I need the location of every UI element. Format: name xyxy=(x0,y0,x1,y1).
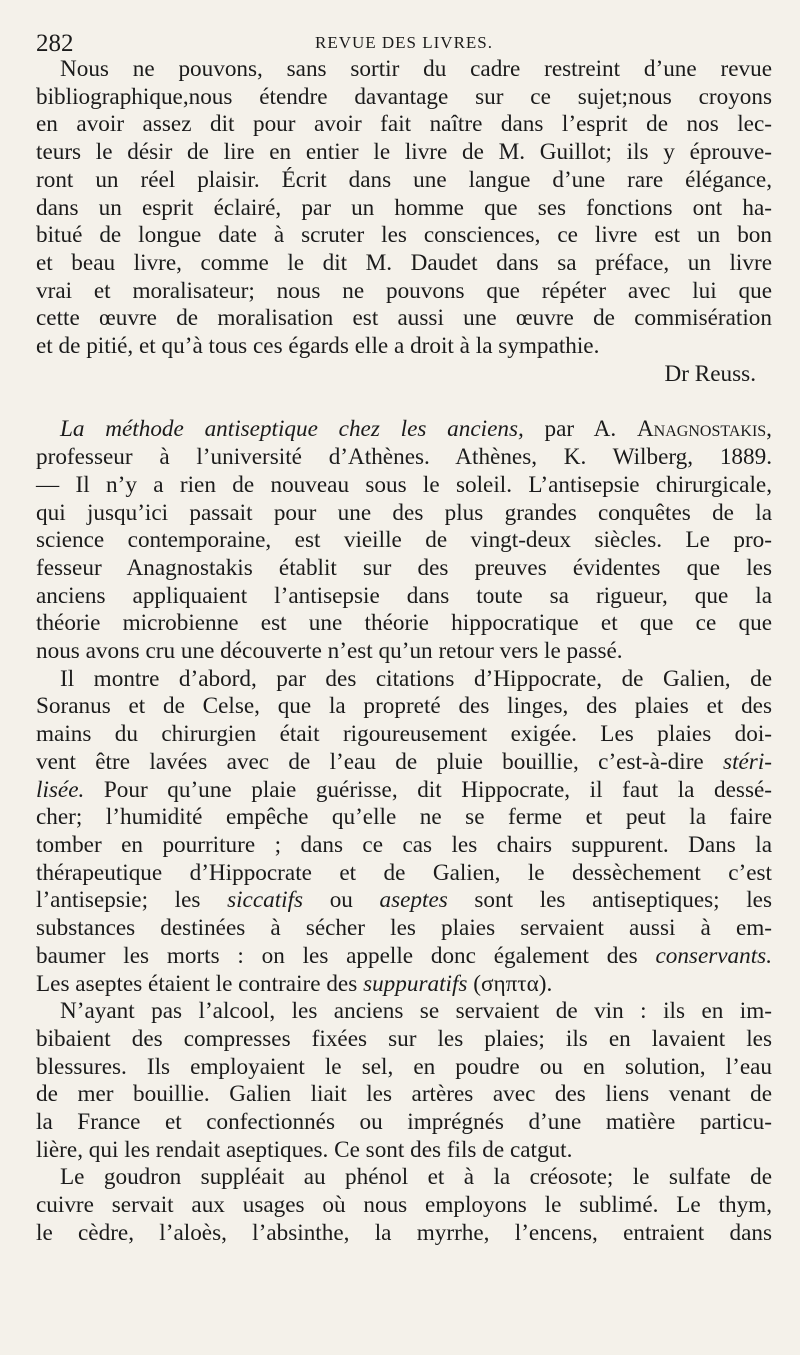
text-run: sont les antiseptiques; les xyxy=(447,887,772,914)
text-line: et de pitié, et qu’à tous ces égards elle a droit à la sympathie. xyxy=(36,333,600,360)
text-line: fesseur Anagnostakis établit sur des preuves évidentes que les xyxy=(36,554,772,581)
text-line: substances destinées à sécher les plaies servaient aussi à em- xyxy=(36,915,772,942)
text-line: le cèdre, l’aloès, l’absinthe, la myrrhe, l’encens, entraient dans xyxy=(36,1219,772,1246)
text-line xyxy=(36,887,772,915)
review-book-title: La méthode antiseptique chez les anciens, xyxy=(60,416,524,443)
text-line: ront un réel plaisir. Écrit dans une langue d’une rare élégance, xyxy=(36,166,772,193)
text-line: anciens appliquaient l’antisepsie dans toute sa rigueur, que la xyxy=(36,582,772,609)
italic-term: aseptes xyxy=(379,887,448,914)
text-line: Nous ne pouvons, sans sortir du cadre restreint d’une revue xyxy=(60,56,772,82)
text-line: professeur à l’université d’Athènes. Athènes, K. Wilberg, 1889. xyxy=(36,444,772,471)
text-line xyxy=(36,749,772,777)
text-line: Il montre d’abord, par des citations d’Hippocrate, de Galien, de xyxy=(60,665,772,692)
signature: Dr Reuss. xyxy=(664,360,756,387)
text-line: Le goudron suppléait au phénol et à la créosote; le sulfate de xyxy=(60,1164,772,1191)
text-line: — Il n’y a rien de nouveau sous le soleil. L’antisepsie chirurgicale, xyxy=(36,471,772,498)
text-run: baumer les morts : on les appelle donc également des xyxy=(36,942,656,969)
text-line: teurs le désir de lire en entier le livre de M. Guillot; ils y éprouve- xyxy=(36,139,772,166)
text-line: cher; l’humidité empêche qu’elle ne se ferme et peut la faire xyxy=(36,804,772,831)
italic-term: stéri- xyxy=(723,748,772,775)
review-by: par A. xyxy=(523,416,637,443)
text-line: N’ayant pas l’alcool, les anciens se servaient de vin : ils en im- xyxy=(60,998,772,1025)
paragraph-tar xyxy=(36,1164,772,1247)
paragraph-guillot-review xyxy=(36,56,772,361)
text-run: Les aseptes étaient le contraire des xyxy=(36,970,364,997)
page-header xyxy=(36,0,772,56)
text-line: bibliographique,nous étendre davantage sur ce sujet;nous croyons xyxy=(36,83,772,110)
italic-term: lisée. xyxy=(36,776,85,803)
text-line xyxy=(36,943,772,971)
paragraph-alcohol xyxy=(36,998,772,1164)
text-line: nous avons cru une découverte n’est qu’un retour vers le passé. xyxy=(36,638,623,665)
text-line: tomber en pourriture ; dans ce cas les chairs suppurent. Dans la xyxy=(36,831,772,858)
text-line: cuivre servait aux usages où nous employons le sublimé. Le thym, xyxy=(36,1192,772,1219)
text-line: bibaient des compresses fixées sur les plaies; ils en lavaient les xyxy=(36,1025,772,1052)
running-head: REVUE DES LIVRES. xyxy=(314,33,494,52)
text-run: ou xyxy=(303,887,380,914)
text-line: dans un esprit éclairé, par un homme que ses fonctions ont ha- xyxy=(36,194,772,221)
text-line: Soranus et de Celse, que la propreté des linges, des plaies et des xyxy=(36,693,772,720)
body-text xyxy=(36,56,772,1248)
text-line: mains du chirurgien était rigoureusement exigée. Les plaies doi- xyxy=(36,721,772,748)
paragraph-antiseptic-review xyxy=(36,416,772,665)
italic-term: siccatifs xyxy=(227,887,304,914)
text-run: l’antisepsie; les xyxy=(36,887,228,914)
italic-term: conservants. xyxy=(655,942,772,969)
text-line: science contemporaine, est vieille de vingt-deux siècles. Le pro- xyxy=(36,527,772,554)
text-line: lière, qui les rendait aseptiques. Ce sont des fils de catgut. xyxy=(36,1136,573,1163)
text-run: Pour qu’une plaie guérisse, dit Hippocrate, il faut la dessé- xyxy=(84,776,772,803)
text-run: vent être lavées avec de l’eau de pluie bouillie, c’est-à-dire xyxy=(36,748,724,775)
text-line: vrai et moralisateur; nous ne pouvons que répéter avec lui que xyxy=(36,277,772,304)
section-gap xyxy=(36,388,772,416)
text-line: et beau livre, comme le dit M. Daudet dans sa préface, un livre xyxy=(36,249,772,276)
text-line: bitué de longue date à scruter les consciences, ce livre est un bon xyxy=(36,222,772,249)
text-line xyxy=(36,971,772,999)
text-line: thérapeutique d’Hippocrate et de Galien, le dessèchement c’est xyxy=(36,859,772,886)
page-number: 282 xyxy=(36,30,74,57)
paragraph-hippocrates xyxy=(36,666,772,998)
text-line: théorie microbienne est une théorie hippocratique et que ce que xyxy=(36,610,772,637)
text-line: en avoir assez dit pour avoir fait naître dans l’esprit de nos lec- xyxy=(36,111,772,138)
text-line xyxy=(36,777,772,805)
text-line: qui jusqu’ici passait pour une des plus grandes conquêtes de la xyxy=(36,499,772,526)
review-heading-line xyxy=(36,416,772,444)
italic-term: suppuratifs xyxy=(363,970,468,997)
text-line: la France et confectionnés ou imprégnés d’une matière particu- xyxy=(36,1109,772,1136)
text-run: (σηπτα). xyxy=(467,970,553,997)
text-line: cette œuvre de moralisation est aussi une œuvre de commisération xyxy=(36,305,772,332)
text-line: blessures. Ils employaient le sel, en poudre ou en solution, l’eau xyxy=(36,1053,772,1080)
text-line: de mer bouillie. Galien liait les artères avec des liens venant de xyxy=(36,1081,772,1108)
review-author: Anagnostakis, xyxy=(636,416,772,443)
